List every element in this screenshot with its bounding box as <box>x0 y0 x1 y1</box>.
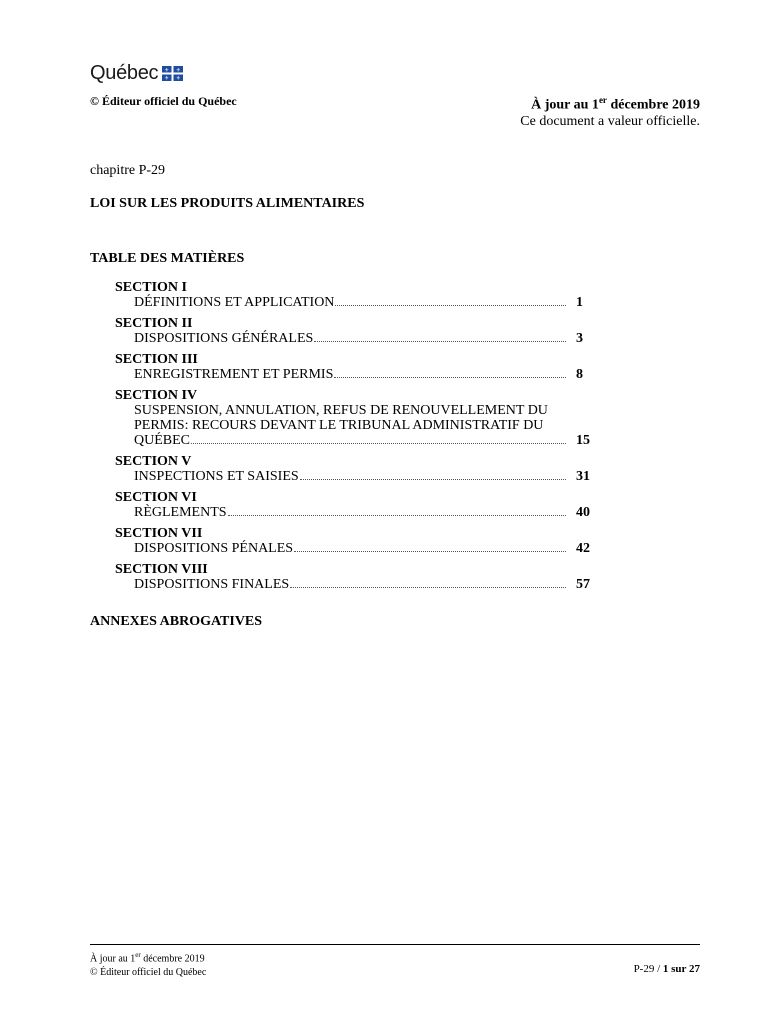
section-label: SECTION V <box>115 454 192 469</box>
dot-leader <box>191 443 566 444</box>
page-number <box>634 963 700 975</box>
toc-entry[interactable] <box>115 526 590 556</box>
quebec-logo <box>90 62 183 85</box>
section-label: SECTION I <box>115 280 187 295</box>
svg-text:⚜: ⚜ <box>164 75 170 81</box>
document-id: P-29 / <box>633 963 661 975</box>
toc-entry[interactable] <box>115 490 590 520</box>
toc-title: TABLE DES MATIÈRES <box>90 251 245 266</box>
chapter-label: chapitre P-29 <box>90 163 166 178</box>
table-of-contents <box>115 280 590 598</box>
section-title-line: SUSPENSION, ANNULATION, REFUS DE RENOUVELLEMENT DU <box>134 403 548 418</box>
section-title: RÈGLEMENTS <box>134 505 227 520</box>
dot-leader <box>335 305 566 306</box>
section-page: 3 <box>576 331 583 346</box>
dot-leader <box>294 551 566 552</box>
section-title-line: PERMIS: RECOURS DEVANT LE TRIBUNAL ADMINISTRATIF DU <box>134 418 544 433</box>
section-page: 1 <box>576 295 583 310</box>
toc-entry[interactable] <box>115 388 590 448</box>
section-label: SECTION III <box>115 352 198 367</box>
toc-entry[interactable] <box>115 316 590 346</box>
section-page: 42 <box>576 541 590 556</box>
footer-rule <box>90 944 700 945</box>
footer-left <box>90 948 206 980</box>
law-title: LOI SUR LES PRODUITS ALIMENTAIRES <box>90 196 365 211</box>
logo-wordmark: Québec <box>90 62 159 84</box>
update-date: À jour au 1er décembre 2019 <box>531 95 700 113</box>
section-title: QUÉBEC <box>134 433 190 448</box>
footer-update-date: À jour au 1er décembre 2019 <box>90 951 205 965</box>
section-title: DISPOSITIONS FINALES <box>134 577 290 592</box>
dot-leader <box>334 377 566 378</box>
section-title: DISPOSITIONS PÉNALES <box>134 541 294 556</box>
section-label: SECTION VII <box>115 526 203 541</box>
section-title: ENREGISTREMENT ET PERMIS <box>134 367 334 382</box>
svg-text:⚜: ⚜ <box>176 67 181 74</box>
dot-leader <box>300 479 566 480</box>
page-count: 1 sur 27 <box>662 963 700 975</box>
section-page: 8 <box>576 367 583 382</box>
section-page: 31 <box>576 469 590 484</box>
dot-leader <box>228 515 566 516</box>
official-note: Ce document a valeur officielle. <box>520 113 700 129</box>
update-notice <box>520 92 700 130</box>
toc-entry[interactable] <box>115 352 590 382</box>
section-page: 15 <box>576 433 590 448</box>
quebec-flag-icon <box>162 66 183 81</box>
section-title: DISPOSITIONS GÉNÉRALES <box>134 331 314 346</box>
toc-entry[interactable] <box>115 562 590 592</box>
publisher-notice: © Éditeur officiel du Québec <box>90 94 237 108</box>
toc-entry[interactable] <box>115 454 590 484</box>
section-page: 57 <box>576 577 590 592</box>
annexes-entry[interactable]: ANNEXES ABROGATIVES <box>90 614 263 629</box>
svg-text:⚜: ⚜ <box>164 67 170 74</box>
svg-text:⚜: ⚜ <box>176 75 181 81</box>
section-label: SECTION VI <box>115 490 197 505</box>
section-title: INSPECTIONS ET SAISIES <box>134 469 299 484</box>
section-label: SECTION IV <box>115 388 198 403</box>
section-page: 40 <box>576 505 590 520</box>
dot-leader <box>314 341 566 342</box>
section-label: SECTION II <box>115 316 193 331</box>
section-title: DÉFINITIONS ET APPLICATION <box>134 295 335 310</box>
footer-publisher: © Éditeur officiel du Québec <box>90 967 207 979</box>
toc-entry[interactable] <box>115 280 590 310</box>
dot-leader <box>290 587 566 588</box>
section-label: SECTION VIII <box>115 562 208 577</box>
